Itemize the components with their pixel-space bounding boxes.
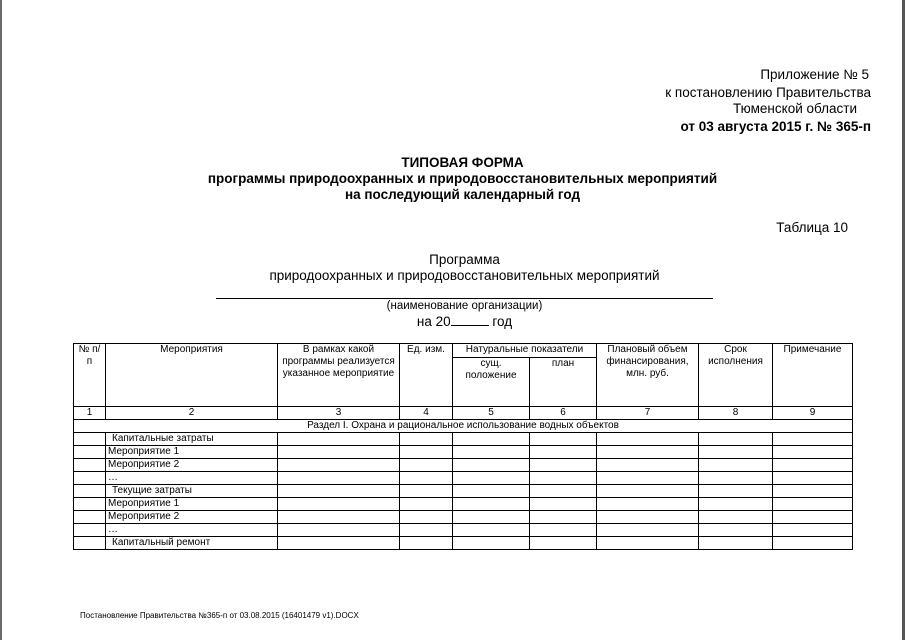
row-cell: [597, 524, 699, 537]
header-events: Мероприятия: [106, 344, 278, 407]
row-cell: [278, 511, 400, 524]
section-heading: Раздел I. Охрана и рациональное использование водных объектов: [74, 420, 853, 433]
row-cell: [400, 485, 453, 498]
program-subheading: природоохранных и природовосстановительных мероприятий: [269, 268, 660, 283]
col-number: 3: [278, 407, 400, 420]
row-cell: [453, 472, 530, 485]
row-cell: [278, 472, 400, 485]
row-cell: [699, 524, 773, 537]
appendix-line-1: Приложение № 5: [760, 67, 869, 82]
header-financing: Плановый объем финансирования, млн. руб.: [597, 344, 699, 407]
header-existing: сущ. положение: [453, 358, 530, 407]
row-cell: [597, 485, 699, 498]
header-natural: Натуральные показатели: [453, 344, 597, 358]
table-row: [74, 537, 853, 550]
row-cell: [74, 433, 106, 446]
row-cell: [530, 433, 597, 446]
row-cell: [773, 459, 853, 472]
row-cell: [453, 485, 530, 498]
row-label: Мероприятие 1: [106, 446, 278, 459]
year-line: [12, 314, 905, 329]
col-number: 4: [400, 407, 453, 420]
row-cell: [400, 511, 453, 524]
row-cell: [400, 433, 453, 446]
row-cell: [453, 498, 530, 511]
row-cell: [74, 459, 106, 472]
year-suffix: год: [492, 314, 513, 329]
row-cell: [74, 472, 106, 485]
year-prefix: на 20: [416, 314, 451, 329]
row-cell: [400, 498, 453, 511]
row-cell: [597, 433, 699, 446]
col-number: 6: [530, 407, 597, 420]
row-cell: [453, 459, 530, 472]
appendix-line-2: к постановлению Правительства: [665, 85, 871, 100]
row-label: …: [106, 524, 278, 537]
row-cell: [278, 459, 400, 472]
row-cell: [773, 485, 853, 498]
row-cell: [530, 472, 597, 485]
row-cell: [74, 511, 106, 524]
header-within-program: В рамках какой программы реализуется указанное мероприятие: [278, 344, 400, 407]
form-subtitle-1: программы природоохранных и природовосстановительных мероприятий: [207, 171, 718, 186]
table-row: [74, 446, 853, 459]
table-label: Таблица 10: [776, 220, 848, 235]
row-cell: [453, 537, 530, 550]
header-term: Срок исполнения: [699, 344, 773, 407]
row-label: …: [106, 472, 278, 485]
row-cell: [530, 511, 597, 524]
row-cell: [773, 511, 853, 524]
org-name-line: [216, 298, 713, 299]
table-row: [74, 433, 853, 446]
row-cell: [530, 459, 597, 472]
row-cell: [400, 472, 453, 485]
row-cell: [773, 433, 853, 446]
form-title: ТИПОВАЯ ФОРМА: [401, 155, 524, 170]
col-number: 5: [453, 407, 530, 420]
row-cell: [278, 446, 400, 459]
row-cell: [773, 524, 853, 537]
row-cell: [597, 511, 699, 524]
appendix-line-4: от 03 августа 2015 г. № 365-п: [680, 119, 871, 134]
row-cell: [400, 537, 453, 550]
row-cell: [597, 537, 699, 550]
year-blank: [451, 314, 489, 326]
row-cell: [597, 459, 699, 472]
row-cell: [699, 537, 773, 550]
row-cell: [530, 498, 597, 511]
programs-table: [73, 343, 853, 550]
row-cell: [278, 485, 400, 498]
row-cell: [74, 524, 106, 537]
col-number: 9: [773, 407, 853, 420]
row-label: Мероприятие 1: [106, 498, 278, 511]
document-footer: Постановление Правительства №365-п от 03.08.2015 (16401479 v1).DOCX: [80, 611, 359, 620]
appendix-line-3: Тюменской области: [733, 101, 857, 116]
header-unit: Ед. изм.: [400, 344, 453, 407]
header-num: № п/п: [74, 344, 106, 407]
row-cell: [773, 446, 853, 459]
row-cell: [773, 472, 853, 485]
row-cell: [278, 433, 400, 446]
row-cell: [74, 485, 106, 498]
row-cell: [74, 537, 106, 550]
row-cell: [453, 511, 530, 524]
org-name-caption: (наименование организации): [386, 300, 543, 312]
row-cell: [597, 446, 699, 459]
row-cell: [453, 524, 530, 537]
row-label: Капитальные затраты: [106, 433, 278, 446]
row-label: Капитальный ремонт: [106, 537, 278, 550]
row-cell: [773, 498, 853, 511]
row-cell: [530, 446, 597, 459]
page-left-edge: [0, 0, 2, 640]
col-number: 1: [74, 407, 106, 420]
table-row: [74, 524, 853, 537]
row-cell: [278, 498, 400, 511]
col-number: 8: [699, 407, 773, 420]
row-label: Мероприятие 2: [106, 511, 278, 524]
row-cell: [699, 433, 773, 446]
row-cell: [597, 498, 699, 511]
row-cell: [699, 498, 773, 511]
header-note: Примечание: [773, 344, 853, 407]
row-cell: [400, 446, 453, 459]
form-subtitle-2: на последующий календарный год: [344, 187, 581, 202]
col-number: 7: [597, 407, 699, 420]
col-number: 2: [106, 407, 278, 420]
program-heading: Программа: [429, 252, 500, 267]
row-cell: [530, 524, 597, 537]
row-cell: [278, 524, 400, 537]
row-cell: [699, 459, 773, 472]
table-row: [74, 511, 853, 524]
row-cell: [530, 537, 597, 550]
row-cell: [773, 537, 853, 550]
row-cell: [597, 472, 699, 485]
row-cell: [453, 433, 530, 446]
row-cell: [699, 485, 773, 498]
row-cell: [74, 446, 106, 459]
row-label: Мероприятие 2: [106, 459, 278, 472]
row-cell: [699, 511, 773, 524]
row-cell: [530, 485, 597, 498]
row-label: Текущие затраты: [106, 485, 278, 498]
row-cell: [400, 524, 453, 537]
row-cell: [453, 446, 530, 459]
row-cell: [699, 472, 773, 485]
row-cell: [278, 537, 400, 550]
table-row: [74, 485, 853, 498]
row-cell: [699, 446, 773, 459]
header-plan: план: [530, 358, 597, 407]
table-row: [74, 459, 853, 472]
row-cell: [400, 459, 453, 472]
row-cell: [74, 498, 106, 511]
table-row: [74, 472, 853, 485]
table-row: [74, 498, 853, 511]
